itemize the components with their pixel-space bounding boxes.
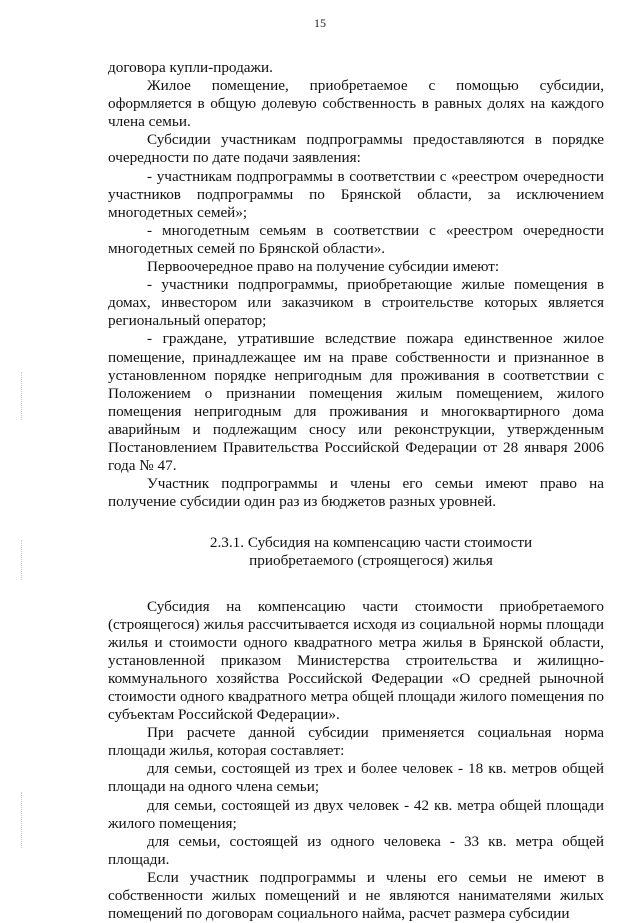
section-heading-line: 2.3.1. Субсидия на компенсацию части стоимости	[209, 534, 533, 552]
paragraph: Жилое помещение, приобретаемое с помощью субсидии, оформляется в общую долевую собственность в равных долях на каждого члена семьи.	[108, 77, 604, 131]
scan-margin-mark	[21, 792, 23, 848]
scan-margin-mark	[21, 540, 23, 580]
paragraph: Первоочередное право на получение субсидии имеют:	[147, 258, 500, 276]
section-heading	[108, 534, 604, 570]
paragraph: Участник подпрограммы и члены его семьи имеют право на получение субсидии один раз из бюджетов разных уровней.	[108, 475, 604, 511]
list-item: - участникам подпрограммы в соответствии с «реестром очередности участников подпрограммы по Брянской области, за исключением многодетных семей»;	[108, 167, 604, 221]
section-heading-line: приобретаемого (строящегося) жилья	[249, 552, 493, 570]
paragraph: Если участник подпрограммы и члены его семьи не имеют в собственности жилых помещений и не являются нанимателями жилых помещений по договорам социального найма, расчет размера субсидии	[108, 868, 604, 923]
paragraph: При расчете данной субсидии применяется социальная норма площади жилья, которая составляет:	[108, 724, 604, 760]
page-number: 15	[314, 16, 326, 30]
paragraph: Субсидии участникам подпрограммы предоставляются в порядке очередности по дате подачи заявления:	[108, 131, 604, 167]
scan-margin-mark	[21, 372, 23, 420]
list-item: для семьи, состоящей из одного человека - 33 кв. метра общей площади.	[108, 832, 604, 868]
paragraph: Субсидия на компенсацию части стоимости приобретаемого (строящегося) жилья рассчитывается исходя из социальной нормы площади жилья и стоимости одного квадратного метра жилья в Брянской области, установленной приказом Министерства строительства и жилищно-коммунального хозяйства Российской Федерации «О средней рыночной стоимости одного квадратного метра общей площади жилого помещения по субъектам Российской Федерации».	[108, 597, 604, 724]
list-item: для семьи, состоящей из двух человек - 42 кв. метра общей площади жилого помещения;	[108, 796, 604, 832]
list-item: для семьи, состоящей из трех и более человек - 18 кв. метров общей площади на одного члена семьи;	[108, 760, 604, 796]
list-item: - многодетным семьям в соответствии с «реестром очередности многодетных семей по Брянской области».	[108, 221, 604, 257]
document-body	[108, 59, 604, 923]
list-item: - участники подпрограммы, приобретающие жилые помещения в домах, инвестором или заказчиком в строительстве которых является региональный оператор;	[108, 276, 604, 330]
paragraph: договора купли-продажи.	[108, 59, 273, 76]
list-item: - граждане, утратившие вследствие пожара единственное жилое помещение, принадлежащее им на праве собственности и признанное в установленном порядке непригодным для проживания в соответствии с Положением о признании помещения жилым помещением, жилого помещения непригодным для проживания и многоквартирного дома аварийным и подлежащим сносу или реконструкции, утвержденным Постановлением Правительства Российской Федерации от 28 января 2006 года № 47.	[108, 330, 604, 475]
